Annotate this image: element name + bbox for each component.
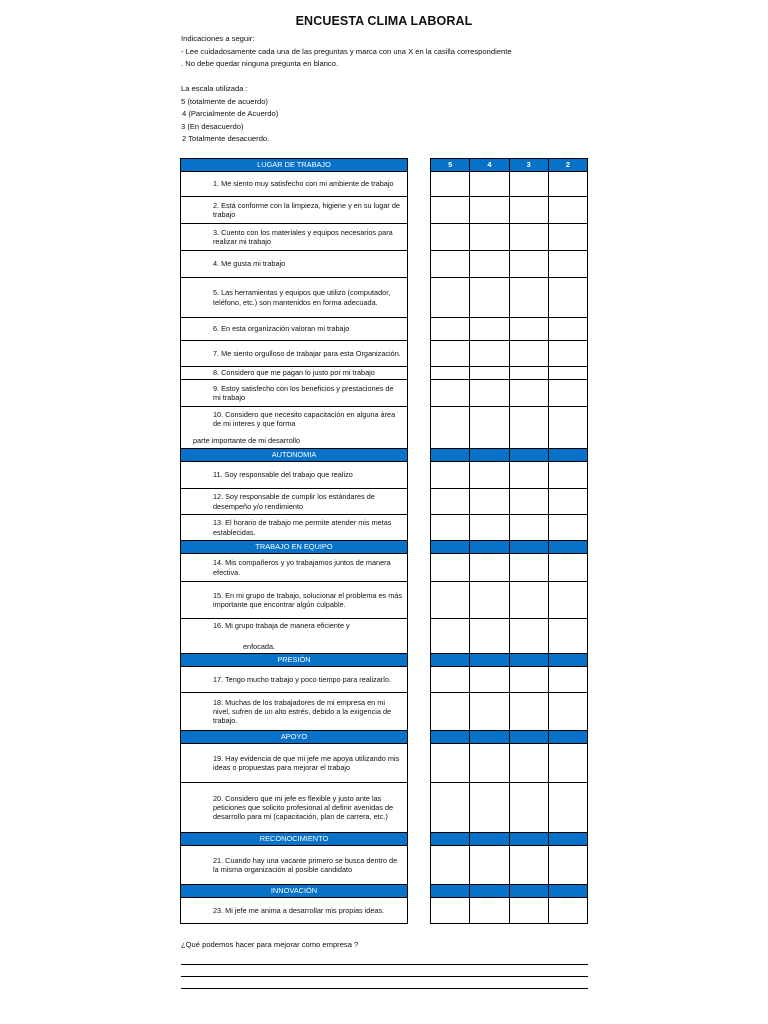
section-band (470, 833, 509, 846)
answer-cell[interactable] (548, 462, 587, 489)
answer-cell[interactable] (431, 172, 470, 197)
question-10-line-b: parte importante de mi desarrollo (193, 435, 301, 445)
question-8: 8. Considero que me pagan lo justo por mi trabajo (181, 367, 408, 380)
answer-cell[interactable] (431, 251, 470, 278)
answer-line-3[interactable] (181, 988, 588, 989)
answer-cell[interactable] (431, 197, 470, 224)
answer-cell[interactable] (431, 582, 470, 619)
scale-heading: La escala utilizada : (181, 84, 248, 93)
question-12: 12. Soy responsable de cumplir los estándares de desempeño y/o rendimiento (181, 489, 408, 515)
question-4: 4. Me gusta mi trabajo (181, 251, 408, 278)
answer-cell[interactable] (470, 489, 509, 515)
question-9: 9. Estoy satisfecho con los beneficios y prestaciones de mi trabajo (181, 380, 408, 407)
answer-cell[interactable] (470, 898, 509, 924)
answer-cell[interactable] (548, 667, 587, 693)
question-17: 17. Tengo mucho trabajo y poco tiempo para realizarlo. (181, 667, 408, 693)
section-band (509, 833, 548, 846)
section-band (509, 885, 548, 898)
answer-cell[interactable] (470, 224, 509, 251)
answer-cell[interactable] (470, 783, 509, 833)
question-2: 2. Está conforme con la limpieza, higiene y en su lugar de trabajo (181, 197, 408, 224)
section-apoyo: APOYO (181, 731, 408, 744)
section-band (470, 449, 509, 462)
answer-cell[interactable] (548, 693, 587, 731)
answer-cell[interactable] (509, 462, 548, 489)
answer-cell[interactable] (509, 318, 548, 341)
question-23: 23. Mi jefe me anima a desarrollar mis propias ideas. (181, 898, 408, 924)
questions-table (180, 158, 408, 924)
answer-cell[interactable] (431, 783, 470, 833)
answer-cell[interactable] (548, 367, 587, 380)
answer-cell[interactable] (509, 172, 548, 197)
answer-cell[interactable] (509, 582, 548, 619)
answer-cell[interactable] (509, 489, 548, 515)
answer-cell[interactable] (548, 783, 587, 833)
section-band (470, 885, 509, 898)
section-band (431, 541, 470, 554)
score-header-4: 4 (470, 159, 509, 172)
answer-cell[interactable] (509, 380, 548, 407)
answer-cell[interactable] (548, 318, 587, 341)
answer-cell[interactable] (548, 197, 587, 224)
answer-cell[interactable] (548, 515, 587, 541)
answer-cell[interactable] (431, 224, 470, 251)
answer-cell[interactable] (509, 554, 548, 582)
section-band (548, 731, 587, 744)
scale-4: 4 (Parcialmente de Acuerdo) (182, 109, 279, 118)
section-band (431, 731, 470, 744)
question-21: 21. Cuando hay una vacante primero se busca dentro de la misma organización al posible candidato (181, 846, 408, 885)
question-10-line-a: 10. Considero que necesito capacitación en alguna área de mi interes y que forma (213, 410, 396, 429)
answer-line-1[interactable] (181, 964, 588, 965)
question-6: 6. En esta organización valoran mi trabajo (181, 318, 408, 341)
answer-cell[interactable] (431, 554, 470, 582)
answer-cell[interactable] (509, 783, 548, 833)
answer-cell[interactable] (431, 407, 470, 449)
question-14: 14. Mis compañeros y yo trabajamos juntos de manera efectiva. (181, 554, 408, 582)
question-15: 15. En mi grupo de trabajo, solucionar el problema es más importante que encontrar algún culpable. (181, 582, 408, 619)
answer-cell[interactable] (470, 172, 509, 197)
answer-cell[interactable] (548, 172, 587, 197)
answer-cell[interactable] (470, 197, 509, 224)
answer-cell[interactable] (548, 407, 587, 449)
question-16-line-b: enfocada. (243, 641, 276, 651)
answer-cell[interactable] (548, 846, 587, 885)
scale-2: 2 Totalmente desacuerdo. (182, 134, 270, 143)
question-10 (181, 407, 408, 449)
answer-cell[interactable] (470, 582, 509, 619)
answer-cell[interactable] (431, 693, 470, 731)
improvement-question: ¿Qué podemos hacer para mejorar como empresa ? (181, 940, 359, 949)
answer-cell[interactable] (431, 341, 470, 367)
question-5: 5. Las herramientas y equipos que utilizo (computador, teléfono, etc.) son mantenidos en forma adecuada. (181, 278, 408, 318)
section-band (509, 449, 548, 462)
answer-cell[interactable] (548, 744, 587, 783)
section-band (431, 885, 470, 898)
answer-cell[interactable] (548, 224, 587, 251)
answer-cell[interactable] (548, 619, 587, 654)
question-16 (181, 619, 408, 654)
answer-cell[interactable] (470, 667, 509, 693)
answer-cell[interactable] (470, 619, 509, 654)
answer-cell[interactable] (548, 554, 587, 582)
section-trabajo-en-equipo: TRABAJO EN EQUIPO (181, 541, 408, 554)
answer-cell[interactable] (431, 515, 470, 541)
section-band (509, 731, 548, 744)
answer-cell[interactable] (509, 278, 548, 318)
instructions (181, 33, 512, 71)
section-band (548, 449, 587, 462)
answer-cell[interactable] (470, 278, 509, 318)
section-band (548, 541, 587, 554)
answer-grid (430, 158, 588, 924)
scale-5: 5 (totalmente de acuerdo) (181, 96, 268, 106)
answer-cell[interactable] (509, 898, 548, 924)
answer-cell[interactable] (470, 318, 509, 341)
answer-cell[interactable] (431, 380, 470, 407)
section-lugar-de-trabajo: LUGAR DE TRABAJO (181, 159, 408, 172)
answer-cell[interactable] (509, 693, 548, 731)
answer-cell[interactable] (431, 744, 470, 783)
answer-cell[interactable] (431, 278, 470, 318)
answer-cell[interactable] (470, 554, 509, 582)
answer-cell[interactable] (509, 251, 548, 278)
question-13: 13. El horario de trabajo me permite atender mis metas establecidas. (181, 515, 408, 541)
question-7: 7. Me siento orgulloso de trabajar para esta Organización. (181, 341, 408, 367)
answer-cell[interactable] (470, 341, 509, 367)
section-band (548, 885, 587, 898)
question-20: 20. Considero que mi jefe es flexible y justo ante las peticiones que solicito profesional al definir avenidas de desarrollo para mi (capacitación, plan de carrera, etc.) (181, 783, 408, 833)
section-band (548, 833, 587, 846)
answer-cell[interactable] (470, 380, 509, 407)
section-reconocimiento: RECONOCIMIENTO (181, 833, 408, 846)
answer-cell[interactable] (431, 489, 470, 515)
answer-cell[interactable] (509, 407, 548, 449)
score-header-3: 3 (509, 159, 548, 172)
answer-cell[interactable] (431, 462, 470, 489)
question-19: 19. Hay evidencia de que mi jefe me apoya utilizando mis ideas o propuestas para mejorar el trabajo (181, 744, 408, 783)
answer-cell[interactable] (509, 224, 548, 251)
section-innovacion: INNOVACIÓN (181, 885, 408, 898)
answer-cell[interactable] (431, 367, 470, 380)
question-11: 11. Soy responsable del trabajo que realizo (181, 462, 408, 489)
answer-cell[interactable] (431, 846, 470, 885)
section-band (470, 541, 509, 554)
answer-cell[interactable] (470, 251, 509, 278)
answer-cell[interactable] (470, 462, 509, 489)
answer-line-2[interactable] (181, 976, 588, 977)
section-presion: PRESIÓN (181, 654, 408, 667)
answer-cell[interactable] (470, 846, 509, 885)
answer-cell[interactable] (509, 197, 548, 224)
question-18: 18. Muchas de los trabajadores de mi empresa en mi nivel, sufren de un alto estrés, debido a la exigencia de trabajo. (181, 693, 408, 731)
answer-cell[interactable] (548, 898, 587, 924)
answer-cell[interactable] (509, 667, 548, 693)
section-band (470, 731, 509, 744)
scale-3: 3 (En desacuerdo) (181, 121, 244, 131)
scale-legend (181, 83, 278, 146)
answer-cell[interactable] (470, 693, 509, 731)
answer-cell[interactable] (509, 367, 548, 380)
score-header-5: 5 (431, 159, 470, 172)
answer-cell[interactable] (509, 744, 548, 783)
answer-cell[interactable] (509, 846, 548, 885)
answer-cell[interactable] (548, 278, 587, 318)
answer-cell[interactable] (548, 380, 587, 407)
page-title: ENCUESTA CLIMA LABORAL (295, 14, 473, 28)
section-band (509, 541, 548, 554)
section-band (470, 654, 509, 667)
answer-cell[interactable] (470, 744, 509, 783)
section-band (431, 833, 470, 846)
question-3: 3. Cuento con los materiales y equipos necesarios para realizar mi trabajo (181, 224, 408, 251)
section-band (431, 449, 470, 462)
instruction-line-1: - Lee cuidadosamente cada una de las preguntas y marca con una X en la casilla correspondiente (181, 46, 512, 56)
instructions-heading: Indicaciones a seguir: (181, 34, 255, 43)
section-autonomia: AUTONOMIA (181, 449, 408, 462)
answer-cell[interactable] (548, 251, 587, 278)
answer-cell[interactable] (431, 619, 470, 654)
instruction-line-2: . No debe quedar ninguna pregunta en blanco. (181, 59, 339, 68)
answer-cell[interactable] (470, 367, 509, 380)
answer-cell[interactable] (470, 515, 509, 541)
question-16-line-a: 16. Mi grupo trabaja de manera eficiente y (213, 621, 350, 631)
question-1: 1. Me siento muy satisfecho con mi ambiente de trabajo (181, 172, 408, 197)
section-band (548, 654, 587, 667)
answer-cell[interactable] (548, 582, 587, 619)
section-band (509, 654, 548, 667)
answer-cell[interactable] (509, 619, 548, 654)
answer-cell[interactable] (431, 898, 470, 924)
answer-cell[interactable] (548, 341, 587, 367)
answer-cell[interactable] (548, 489, 587, 515)
answer-cell[interactable] (509, 515, 548, 541)
score-header-2: 2 (548, 159, 587, 172)
section-band (431, 654, 470, 667)
answer-cell[interactable] (431, 318, 470, 341)
answer-cell[interactable] (431, 667, 470, 693)
answer-cell[interactable] (470, 407, 509, 449)
answer-cell[interactable] (509, 341, 548, 367)
